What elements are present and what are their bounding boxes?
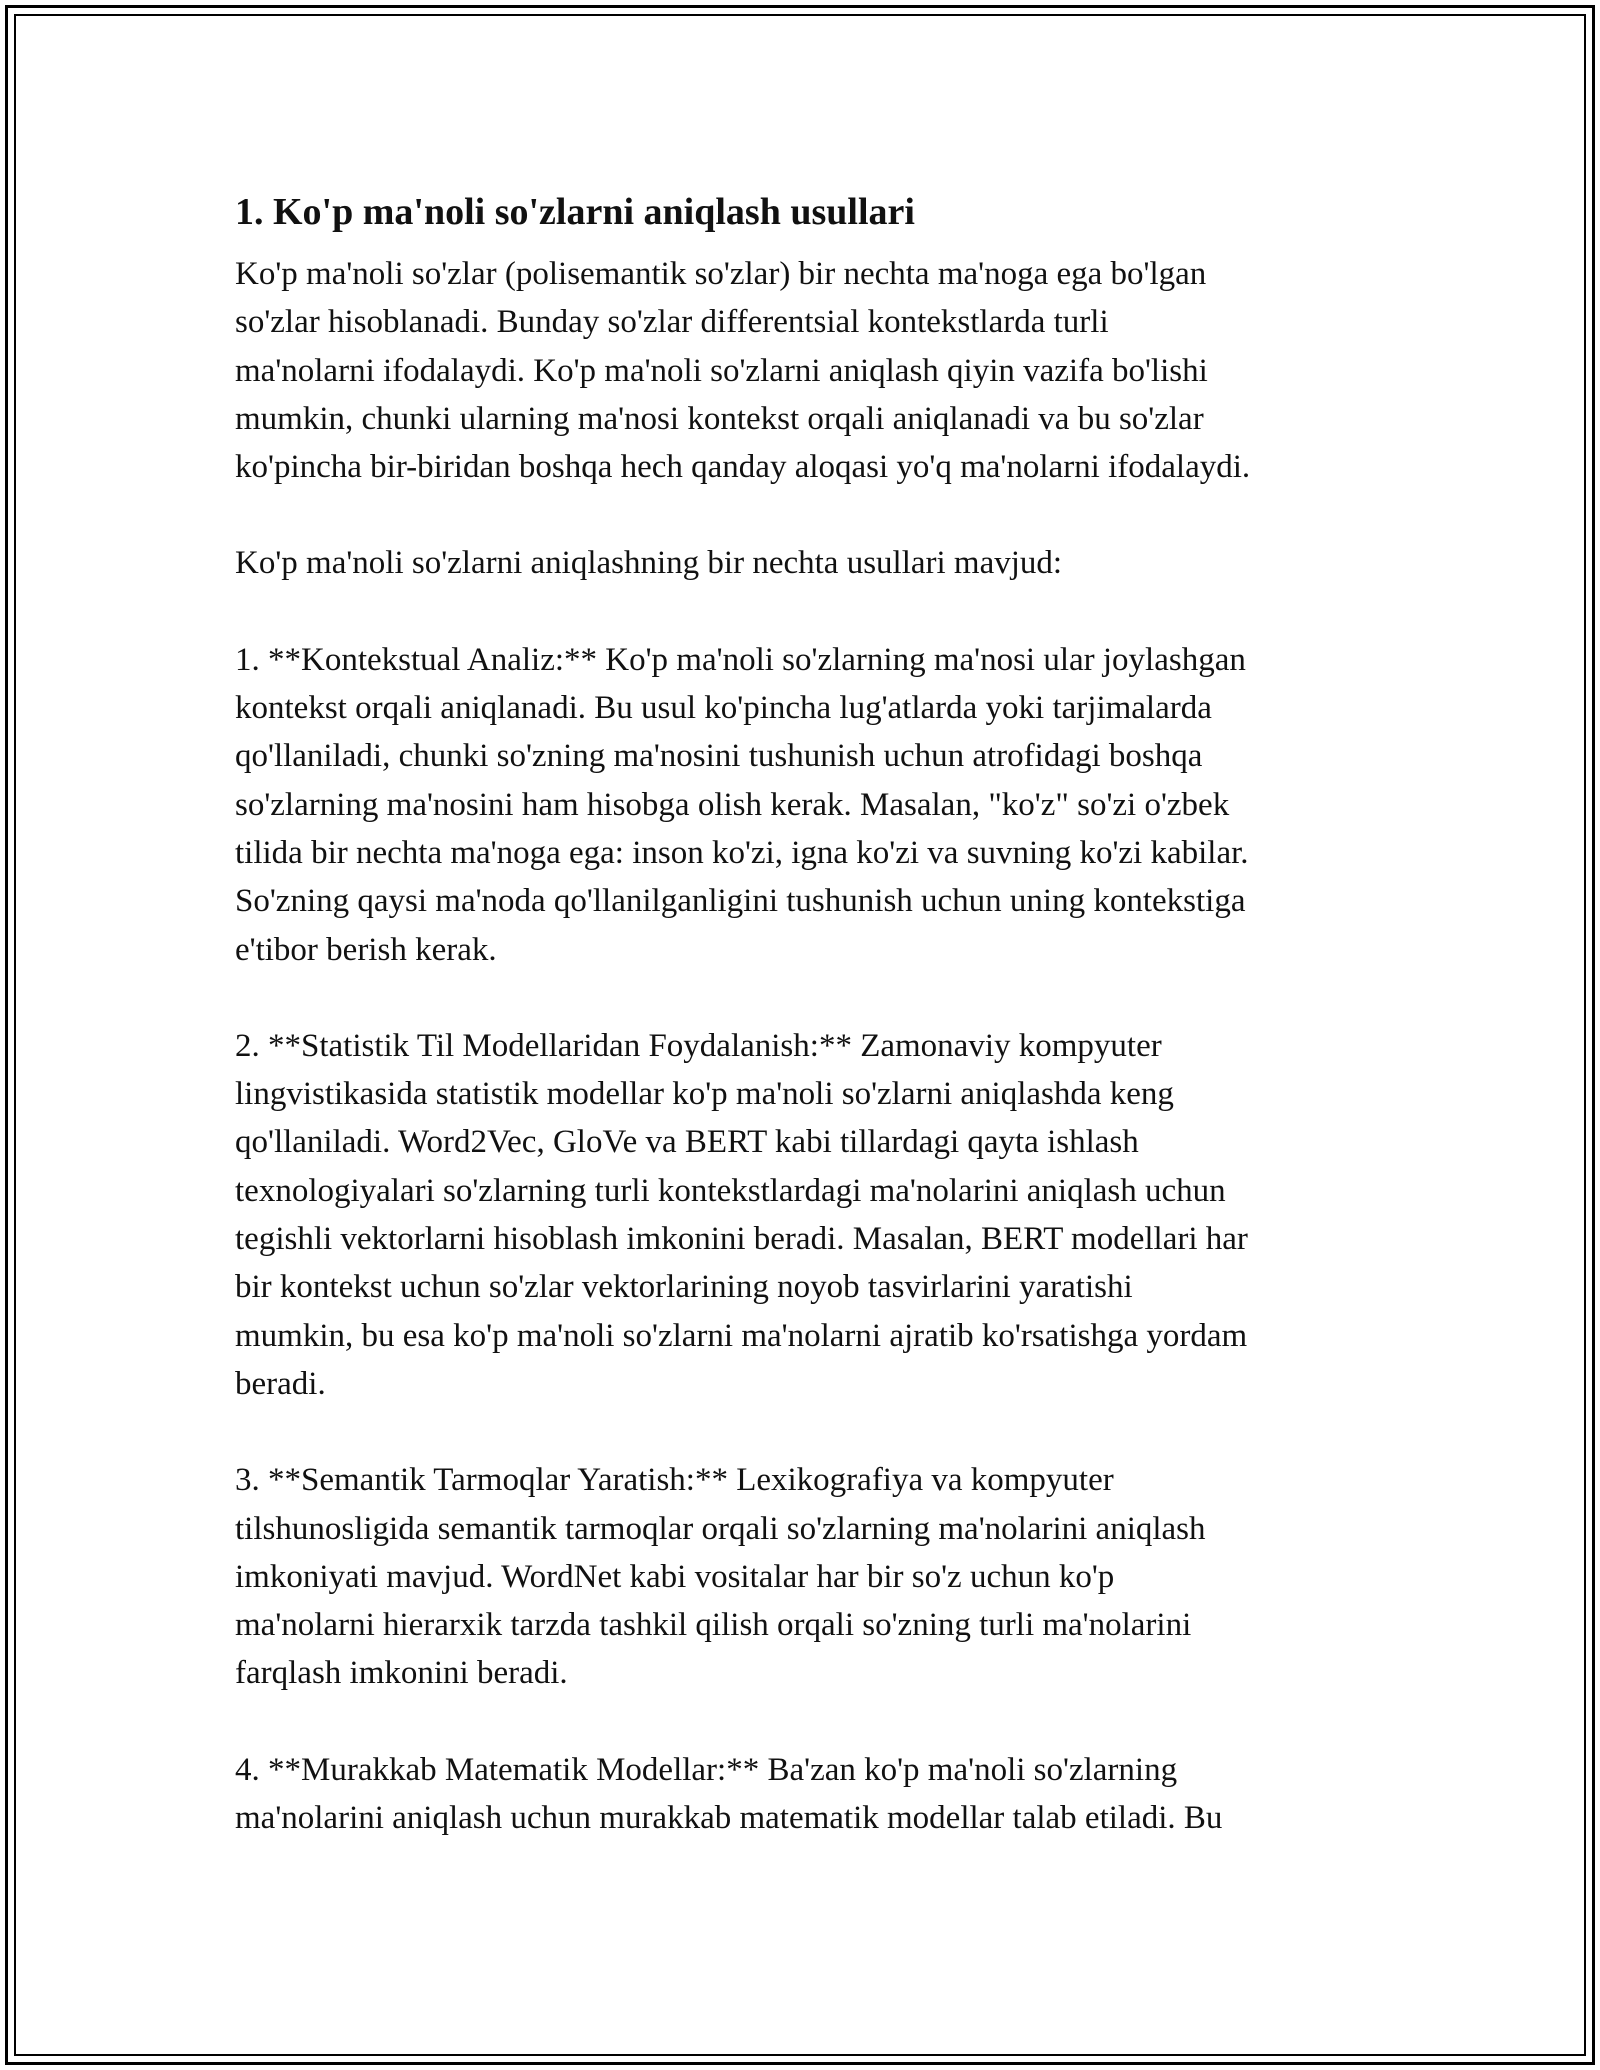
text-line: tilida bir nechta ma'noga ega: inson ko'zi, igna ko'zi va suvning ko'zi kabilar. bbox=[235, 834, 1249, 871]
paragraph-method-1 bbox=[235, 636, 1385, 974]
section-heading: 1. Ko'p ma'noli so'zlarni aniqlash usullari bbox=[235, 191, 915, 233]
text-line: 1. **Kontekstual Analiz:** Ko'p ma'noli so'zlarning ma'nosi ular joylashgan bbox=[235, 641, 1246, 678]
text-line: e'tibor berish kerak. bbox=[235, 931, 497, 968]
document-body bbox=[235, 180, 1385, 1890]
text-line: beradi. bbox=[235, 1365, 326, 1402]
text-line: qo'llaniladi. Word2Vec, GloVe va BERT kabi tillardagi qayta ishlash bbox=[235, 1124, 1139, 1161]
text-line: tilshunosligida semantik tarmoqlar orqali so'zlarning ma'nolarini aniqlash bbox=[235, 1510, 1206, 1547]
text-line: qo'llaniladi, chunki so'zning ma'nosini tushunish uchun atrofidagi boshqa bbox=[235, 738, 1203, 775]
text-line: tegishli vektorlarni hisoblash imkonini beradi. Masalan, BERT modellari har bbox=[235, 1221, 1248, 1258]
paragraph-method-3 bbox=[235, 1456, 1385, 1697]
text-line: ma'nolarni ifodalaydi. Ko'p ma'noli so'zlarni aniqlash qiyin vazifa bo'lishi bbox=[235, 352, 1208, 389]
text-line: texnologiyalari so'zlarning turli kontekstlardagi ma'nolarini aniqlash uchun bbox=[235, 1172, 1226, 1209]
paragraph-methods-intro bbox=[235, 539, 1385, 587]
text-line: kontekst orqali aniqlanadi. Bu usul ko'pincha lug'atlarda yoki tarjimalarda bbox=[235, 690, 1212, 727]
text-line: 3. **Semantik Tarmoqlar Yaratish:** Lexikografiya va kompyuter bbox=[235, 1462, 1114, 1499]
text-line: farqlash imkonini beradi. bbox=[235, 1655, 568, 1692]
text-line: so'zlar hisoblanadi. Bunday so'zlar differentsial kontekstlarda turli bbox=[235, 304, 1109, 341]
text-line: ma'nolarini aniqlash uchun murakkab matematik modellar talab etiladi. Bu bbox=[235, 1800, 1223, 1837]
text-line: ma'nolarni hierarxik tarzda tashkil qilish orqali so'zning turli ma'nolarini bbox=[235, 1607, 1192, 1644]
text-line: so'zlarning ma'nosini ham hisobga olish kerak. Masalan, "ko'z" so'zi o'zbek bbox=[235, 786, 1230, 823]
text-line: imkoniyati mavjud. WordNet kabi vositalar har bir so'z uchun ko'p bbox=[235, 1558, 1115, 1595]
text-line: Ko'p ma'noli so'zlar (polisemantik so'zlar) bir nechta ma'noga ega bo'lgan bbox=[235, 256, 1207, 292]
paragraph-method-4 bbox=[235, 1746, 1385, 1843]
text-line: mumkin, bu esa ko'p ma'noli so'zlarni ma'nolarni ajratib ko'rsatishga yordam bbox=[235, 1317, 1248, 1354]
text-line: ko'pincha bir-biridan boshqa hech qanday aloqasi yo'q ma'nolarni ifodalaydi. bbox=[235, 449, 1251, 486]
text-line: bir kontekst uchun so'zlar vektorlarining noyob tasvirlarini yaratishi bbox=[235, 1269, 1133, 1306]
text-line: 4. **Murakkab Matematik Modellar:** Ba'zan ko'p ma'noli so'zlarning bbox=[235, 1751, 1178, 1788]
paragraph-intro bbox=[235, 250, 1385, 491]
text-line: lingvistikasida statistik modellar ko'p ma'noli so'zlarni aniqlashda keng bbox=[235, 1076, 1174, 1113]
text-line: Ko'p ma'noli so'zlarni aniqlashning bir nechta usullari mavjud: bbox=[235, 545, 1063, 582]
text-line: So'zning qaysi ma'noda qo'llanilganligini tushunish uchun uning kontekstiga bbox=[235, 883, 1246, 920]
text-line: mumkin, chunki ularning ma'nosi kontekst orqali aniqlanadi va bu so'zlar bbox=[235, 400, 1204, 437]
text-line: 2. **Statistik Til Modellaridan Foydalanish:** Zamonaviy kompyuter bbox=[235, 1027, 1162, 1064]
paragraph-method-2 bbox=[235, 1022, 1385, 1408]
